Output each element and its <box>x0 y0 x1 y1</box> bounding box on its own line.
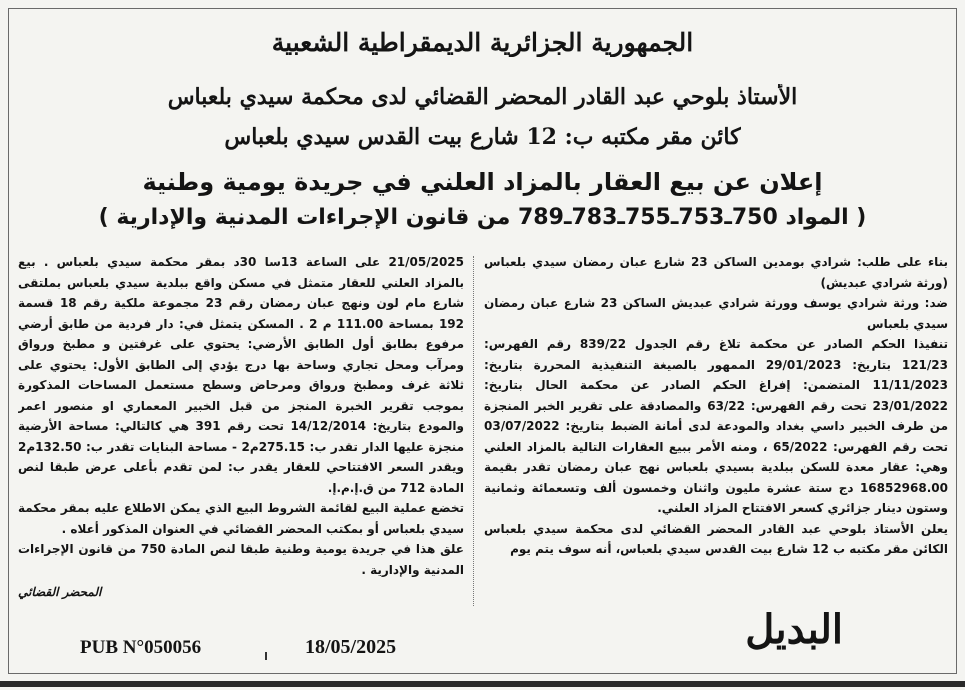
country-heading: الجمهورية الجزائرية الديمقراطية الشعبية <box>271 28 694 57</box>
bailiff-signature: المحضر القضائي <box>18 585 102 599</box>
publication-paragraph: علق هذا في جريدة يومية وطنية طبقا لنص المادة 750 من قانون الإجراءات المدنية والإدارية . <box>18 542 464 577</box>
judgment-paragraph: تنفيذا الحكم الصادر عن محكمة تلاغ رقم الجدول 839/22 رقم الفهرس: 121/23 بتاريخ: 29/01/2023 الممهور بالصيغة التنفيذية المحررة بتاريخ: 11/11/2023 المتضمن: إفراغ الحكم الصادر عن محكمة الحال بتاريخ: 23/01/2022 تحت رقم الفهرس: 63/22 والمصادقة على تقرير الخبر المنجزة من طرف الخبير داسي بغداد والمودعة لدى أمانة الضبط بتاريخ: 03/07/2022 تحت رقم الفهرس: 65/2022 ، ومنه الأمر ببيع العقارات التالية بالمزاد العلني وهي: عقار معدة للسكن ببلدية بسيدي بلعباس نهج عبان رمضان تقدر بقيمة 16852968.00 دج ستة عشرة مليون واثنان وخمسون ألف وتسعمائة وثمانية وستون دينار جزائري كسعر الافتتاح المزاد العلني. <box>484 337 948 515</box>
notice-right-column <box>484 252 948 608</box>
bailiff-name-heading: الأستاذ بلوحي عبد القادر المحضر القضائي لدى محكمة سيدي بلعباس <box>167 84 798 110</box>
bottom-rule <box>0 681 965 687</box>
office-address-heading: كائن مقر مكتبه ب: 12 شارع بيت القدس سيدي بلعباس <box>224 124 741 150</box>
footer-separator <box>265 652 267 660</box>
requester-paragraph: بناء على طلب: شرادي بومدين الساكن 23 شارع عبان رمضان سيدي بلعباس (ورثة شرادي عبديش) <box>484 255 948 290</box>
sale-conditions-paragraph: تخضع عملية البيع لقائمة الشروط البيع الذي يمكن الاطلاع عليه بمقر محكمة سيدي بلعباس أو بمكتب المحضر القضائي في العنوان المذكور أعلاه . <box>18 501 464 536</box>
column-divider <box>473 256 474 606</box>
auction-details-paragraph: 21/05/2025 على الساعة 13سا 30د بمقر محكمة سيدي بلعباس . بيع بالمزاد العلني للعقار متمثل في مسكن واقع ببلدية سيدي بلعباس بملتقى شارع مام لون ونهج عبان رمضان رقم 23 مجموعة ملكية رقم 18 قسمة 192 بمساحة 111.00 م 2 . المسكن يتمثل في: دار فردية من طابق أرضي مرفوع بطابق أول الطابق الأرضي: يحتوي على غرفتين و مطبخ ورواق ومرآب ومحل تجاري وساحة بها درج يؤدي إلى الطابق الأول: يحتوي على ثلاثة غرف ومطبخ ورواق ومرحاض وسطح مستعمل المساحات المذكورة بموجب تقرير الخبرة المنجز من قبل الخبير المعماري او منصور اعمر والمودع بتاريخ: 14/12/2014 تحت رقم 391 هي كالتالي: مساحة الأرضية منجزة عليها الدار تقدر ب: 275.15م2 - مساحة البنايات تقدر ب: 132.50م2 ويقدر السعر الافتتاحي للعقار يقدر ب: لمن تقدم بأعلى عرض طبقا لنص المادة 712 من ق.إ.م.إ. <box>18 255 464 495</box>
legal-articles-subtitle: ( المواد 750ـ753ـ755ـ783ـ789 من قانون الإجراءات المدنية والإدارية ) <box>98 205 867 230</box>
publication-date: 18/05/2025 <box>305 636 397 658</box>
defendant-paragraph: ضد: ورثة شرادي يوسف وورثة شرادي عبديش الساكن 23 شارع عبان رمضان سيدي بلعباس <box>484 296 948 331</box>
newspaper-name: البديل <box>745 606 843 653</box>
publication-number: PUB N°050056 <box>80 637 202 658</box>
notice-left-column <box>18 252 464 608</box>
notice-title: إعلان عن بيع العقار بالمزاد العلني في جريدة يومية وطنية <box>142 168 823 196</box>
announcement-paragraph: يعلن الأستاذ بلوحي عبد القادر المحضر القضائي لدى محكمة سيدي بلعباس الكائن مقر مكتبه ب 12 شارع بيت القدس سيدي بلعباس، أنه سوف يتم يوم <box>484 521 948 556</box>
